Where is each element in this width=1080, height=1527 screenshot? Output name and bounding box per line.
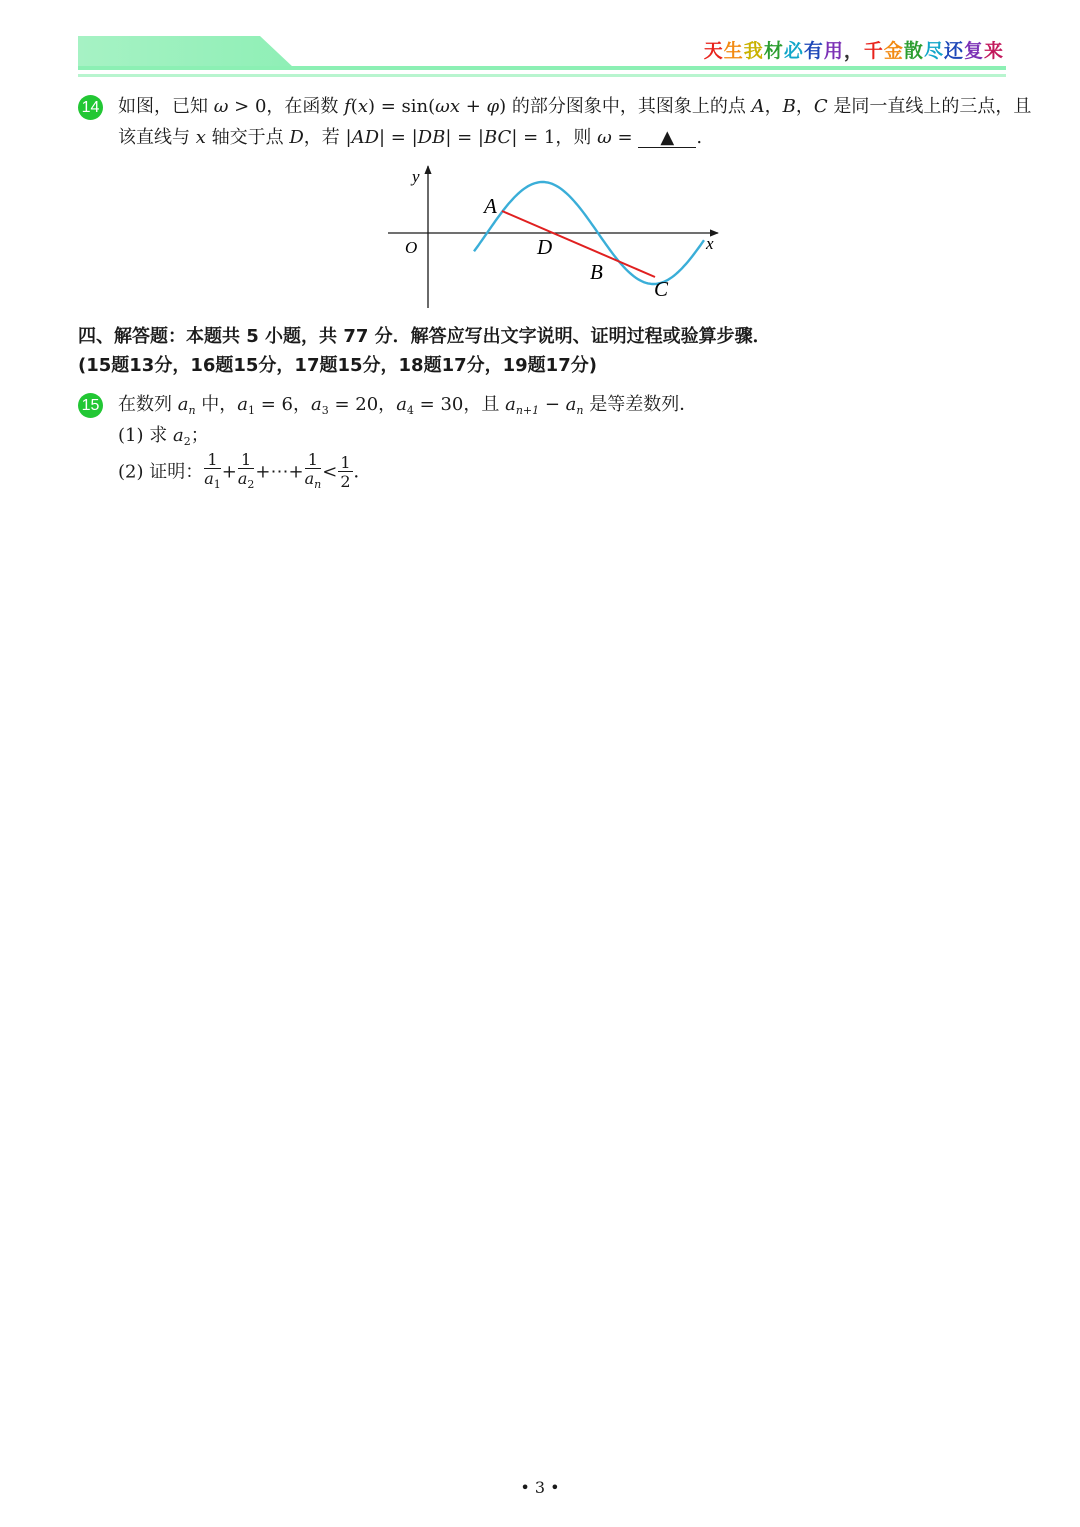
header-tab-shape — [78, 36, 298, 68]
motto-char: 尽 — [923, 40, 944, 62]
line-ac — [502, 211, 655, 277]
motto-char: 材 — [763, 40, 784, 62]
header-motto — [704, 36, 1004, 63]
x-axis-label: x — [706, 234, 714, 253]
point-d-label: D — [537, 235, 553, 259]
fraction-1-a2: $\frac{1}{a_2}$ — [237, 450, 255, 491]
motto-char: 天 — [703, 40, 724, 62]
q14-line-1: 如图，已知 ω > 0，在函数 f(x) = sin(ωx + φ) 的部分图象中，其图象上的点 A，B，C 是同一直线上的三点，且 — [118, 96, 1032, 117]
section-4-title: 四、解答题：本题共 5 小题，共 77 分．解答应写出文字说明、证明过程或验算步骤． — [78, 326, 771, 347]
page-number: • 3 • — [520, 1478, 560, 1497]
q14-line-2: 该直线与 x 轴交于点 D，若 |AD| = |DB| = |BC| = 1，则 ω = ▲ . — [118, 127, 703, 148]
sine-graph — [380, 158, 730, 314]
point-c-label: C — [654, 277, 669, 301]
point-b-label: B — [590, 260, 603, 284]
motto-char: 金 — [883, 40, 904, 62]
header-rule-thin — [78, 74, 1006, 77]
motto-char: 千 — [863, 40, 884, 62]
motto-char: 用 — [823, 40, 844, 62]
header-rule — [78, 66, 1006, 70]
question-number-15: 15 — [78, 393, 103, 418]
fraction-1-2: $\frac{1}{2}$ — [340, 453, 351, 491]
motto-char: 有 — [803, 40, 824, 62]
question-number-14: 14 — [78, 95, 103, 120]
motto-char: 来 — [983, 40, 1004, 62]
motto-char: 复 — [963, 40, 984, 62]
origin-label: O — [405, 238, 418, 257]
answer-blank: ▲ — [638, 129, 696, 148]
motto-char: ， — [843, 40, 864, 62]
q15-part-2: (2) 证明： $\frac{1}{a_1}$ + $\frac{1}{a_2}$ +⋯+ $\frac{1}{a_n}$ < $\frac{1}{2}$ ． — [118, 451, 372, 494]
motto-char: 生 — [723, 40, 744, 62]
fraction-1-an: $\frac{1}{a_n}$ — [304, 450, 322, 491]
motto-char: 我 — [743, 40, 764, 62]
motto-char: 必 — [783, 40, 804, 62]
section-4-scores: (15题13分，16题15分，17题15分，18题17分，19题17分) — [78, 355, 597, 376]
motto-char: 还 — [943, 40, 964, 62]
fraction-1-a1: $\frac{1}{a_1}$ — [204, 450, 221, 491]
y-axis-label: y — [412, 167, 420, 186]
motto-char: 散 — [903, 40, 924, 62]
q15-part-1: (1) 求 $a_2$； — [118, 425, 209, 448]
q15-line-1: 在数列 $a_n$ 中，$a_1 = 6$，$a_3 = 20$，$a_4 = 30$，且 $a_{n+1} - a_n$ 是等差数列． — [118, 394, 698, 417]
point-a-label: A — [484, 194, 497, 218]
